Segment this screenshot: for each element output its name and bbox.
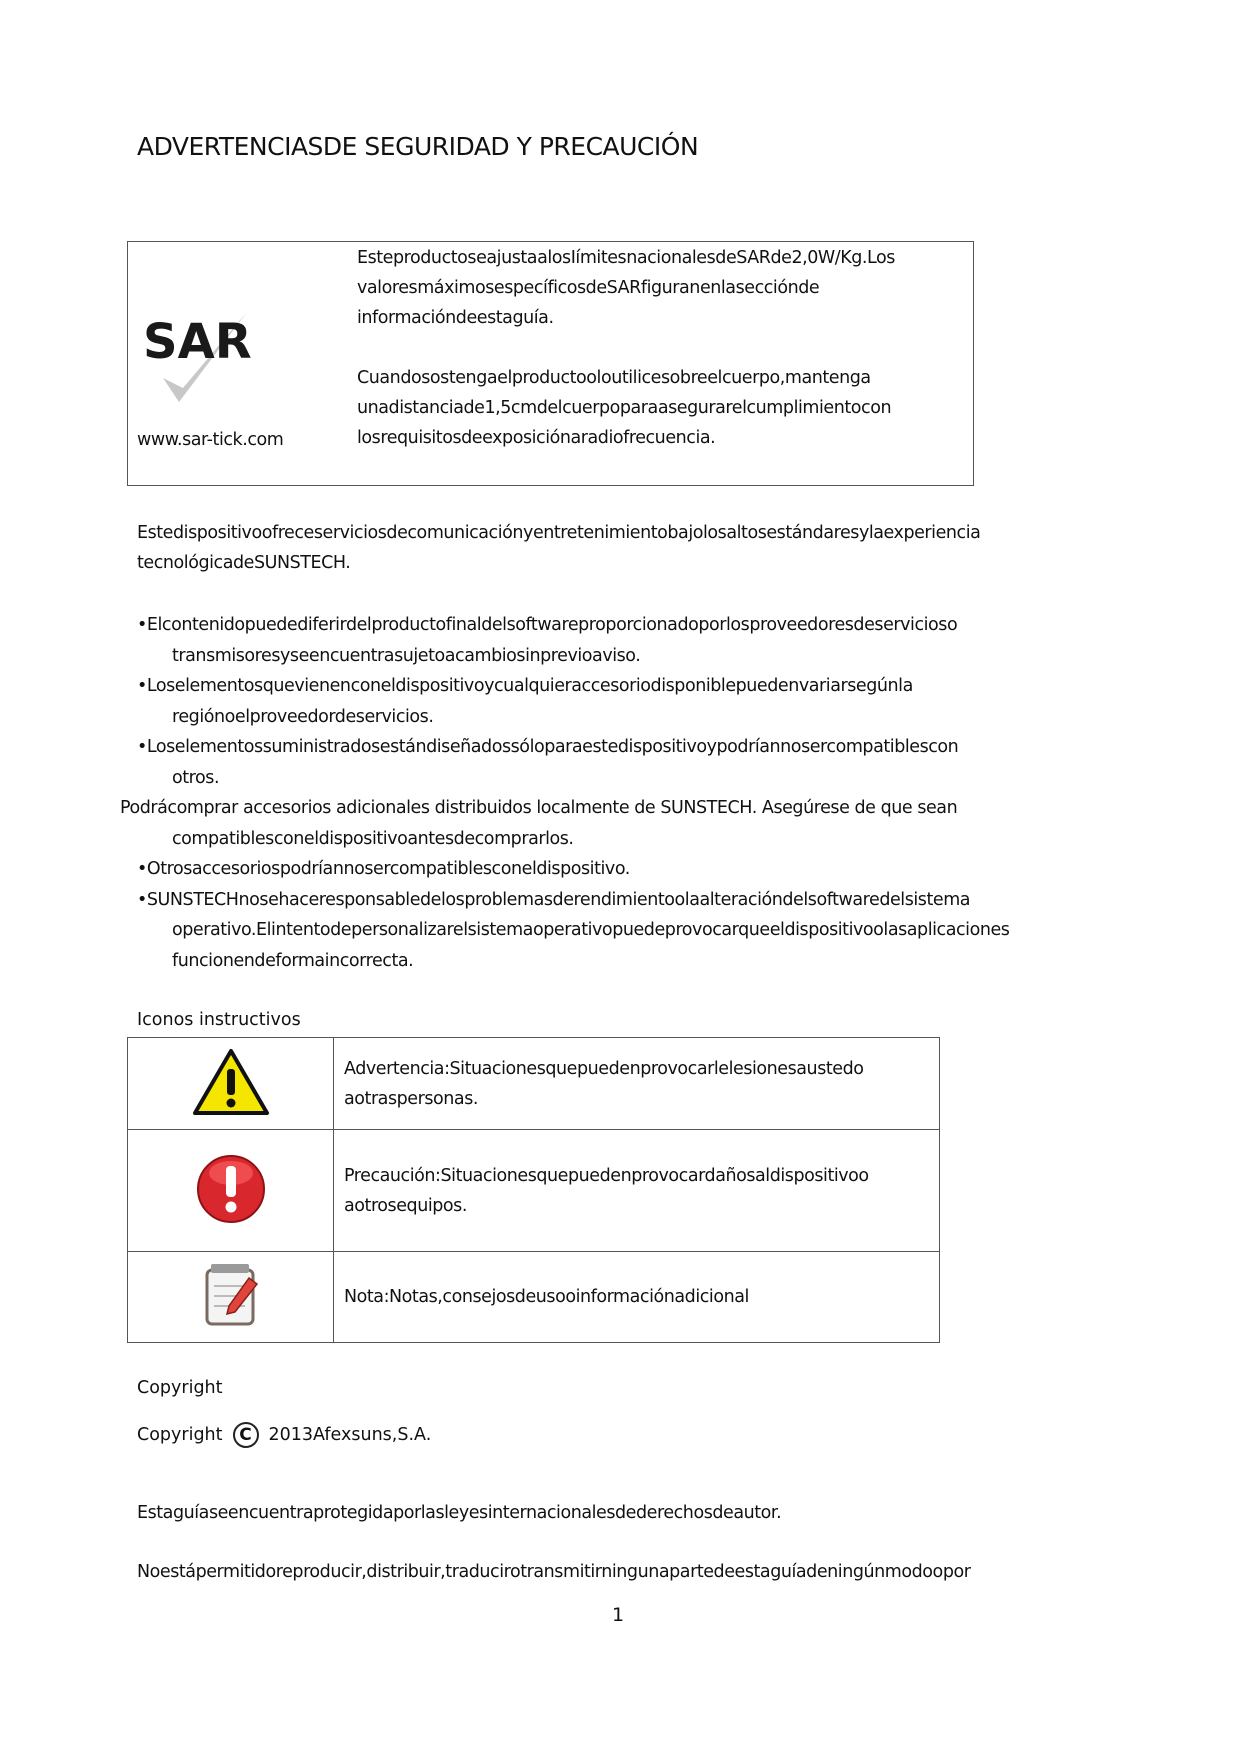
bullet-item-cont: otros.	[172, 767, 220, 788]
warning-triangle-icon	[191, 1047, 271, 1117]
bullet-item-cont: funcionendeformaincorrecta.	[172, 950, 414, 971]
sar-url: www.sar-tick.com	[137, 430, 284, 450]
icon-description: aotrosequipos.	[344, 1195, 467, 1216]
bullet-item: •Loselementosquevienenconeldispositivoycualquieraccesoriodisponiblepuedenvariarsegúnla	[137, 676, 913, 696]
icon-description: Notas,consejosdeusooinformaciónadicional	[389, 1287, 749, 1307]
copyright-holder: 2013Afexsuns,S.A.	[268, 1425, 432, 1445]
icon-label: Advertencia:	[344, 1058, 450, 1079]
copyright-heading: Copyright	[137, 1378, 223, 1398]
icons-table	[127, 1037, 940, 1343]
sar-line: losrequisitosdeexposiciónaradiofrecuencia.	[357, 428, 716, 448]
sar-logo-text: SAR	[143, 314, 252, 370]
bullet-item: •Elcontenidopuedediferirdelproductofinaldelsoftwareproporcionadoporlosproveedoresdeservicioso	[137, 615, 958, 635]
icon-description: Situacionesquepuedenprovocarlelesionesaustedo	[449, 1058, 864, 1079]
bullet-item-cont: regiónoelproveedordeservicios.	[172, 706, 434, 727]
protection-paragraph: Estaguíaseencuentraprotegidaporlasleyesinternacionalesdederechosdeautor.	[137, 1503, 782, 1523]
copyright-word: Copyright	[137, 1425, 223, 1445]
icon-description: Situacionesquepuedenprovocardañosaldispositivoo	[440, 1165, 869, 1186]
page-title: ADVERTENCIASDE SEGURIDAD Y PRECAUCIÓN	[137, 132, 699, 161]
bullet-item: Podrácomprar accesorios adicionales distribuidos localmente de SUNSTECH. Asegúrese de que sean	[120, 798, 958, 818]
bullet-item: •SUNSTECHnosehaceresponsabledelosproblemasderendimientoolaalteracióndelsoftwaredelsistema	[137, 889, 971, 910]
sar-line: unadistanciade1,5cmdelcuerpoparaasegurarelcumplimientocon	[357, 398, 892, 418]
intro-paragraph	[137, 518, 980, 578]
icon-label: Precaución:	[344, 1165, 441, 1186]
notepad-icon	[201, 1262, 261, 1328]
bullet-item-cont: compatiblesconeldispositivoantesdecomprarlos.	[172, 828, 574, 849]
intro-line: tecnológicadeSUNSTECH.	[137, 553, 351, 573]
icons-row	[128, 1038, 940, 1130]
sar-line: EsteproductoseajustaalosIímitesnacionalesdeSARde2,0W/Kg.Los	[357, 248, 895, 268]
reproduction-paragraph: Noestápermitidoreproducir,distribuir,traducirotransmitirningunapartedeestaguíadeningúnmodoopor	[137, 1562, 971, 1582]
sar-logo	[143, 306, 273, 412]
icon-description: aotraspersonas.	[344, 1088, 478, 1109]
icons-row	[128, 1252, 940, 1343]
bullet-item-cont: operativo.Elintentodepersonalizarelsistemaoperativopuedeprovocarqueeldispositivoolasaplicaciones	[172, 920, 1010, 940]
bullet-item-cont: transmisoresyseencuentrasujetoacambiosinprevioaviso.	[172, 645, 641, 666]
intro-line: Estedispositivoofreceserviciosdecomunicaciónyentretenimientobajolosaltosestándaresylaexperiencia	[137, 523, 981, 543]
bullet-item: •Otrosaccesoriospodríannosercompatiblesconeldispositivo.	[137, 859, 630, 879]
icons-section-title: Iconos instructivos	[137, 1010, 301, 1030]
sar-description	[357, 243, 895, 453]
bullet-item: •Loselementossuministradosestándiseñadossóloparaestedispositivoypodríannosercompatiblescon	[137, 737, 959, 757]
sar-line: informacióndeestaguía.	[357, 308, 554, 328]
page-number: 1	[612, 1604, 625, 1626]
copyright-symbol-icon: C	[233, 1422, 259, 1448]
icons-row	[128, 1130, 940, 1252]
copyright-line	[137, 1422, 431, 1448]
sar-line: Cuandosostengaelproductooloutilicesobreelcuerpo,mantenga	[357, 368, 871, 388]
icon-label: Nota:	[344, 1287, 390, 1307]
caution-circle-icon	[195, 1153, 267, 1225]
sar-line: valoresmáximosespecíficosdeSARfiguranenlasecciónde	[357, 278, 820, 298]
